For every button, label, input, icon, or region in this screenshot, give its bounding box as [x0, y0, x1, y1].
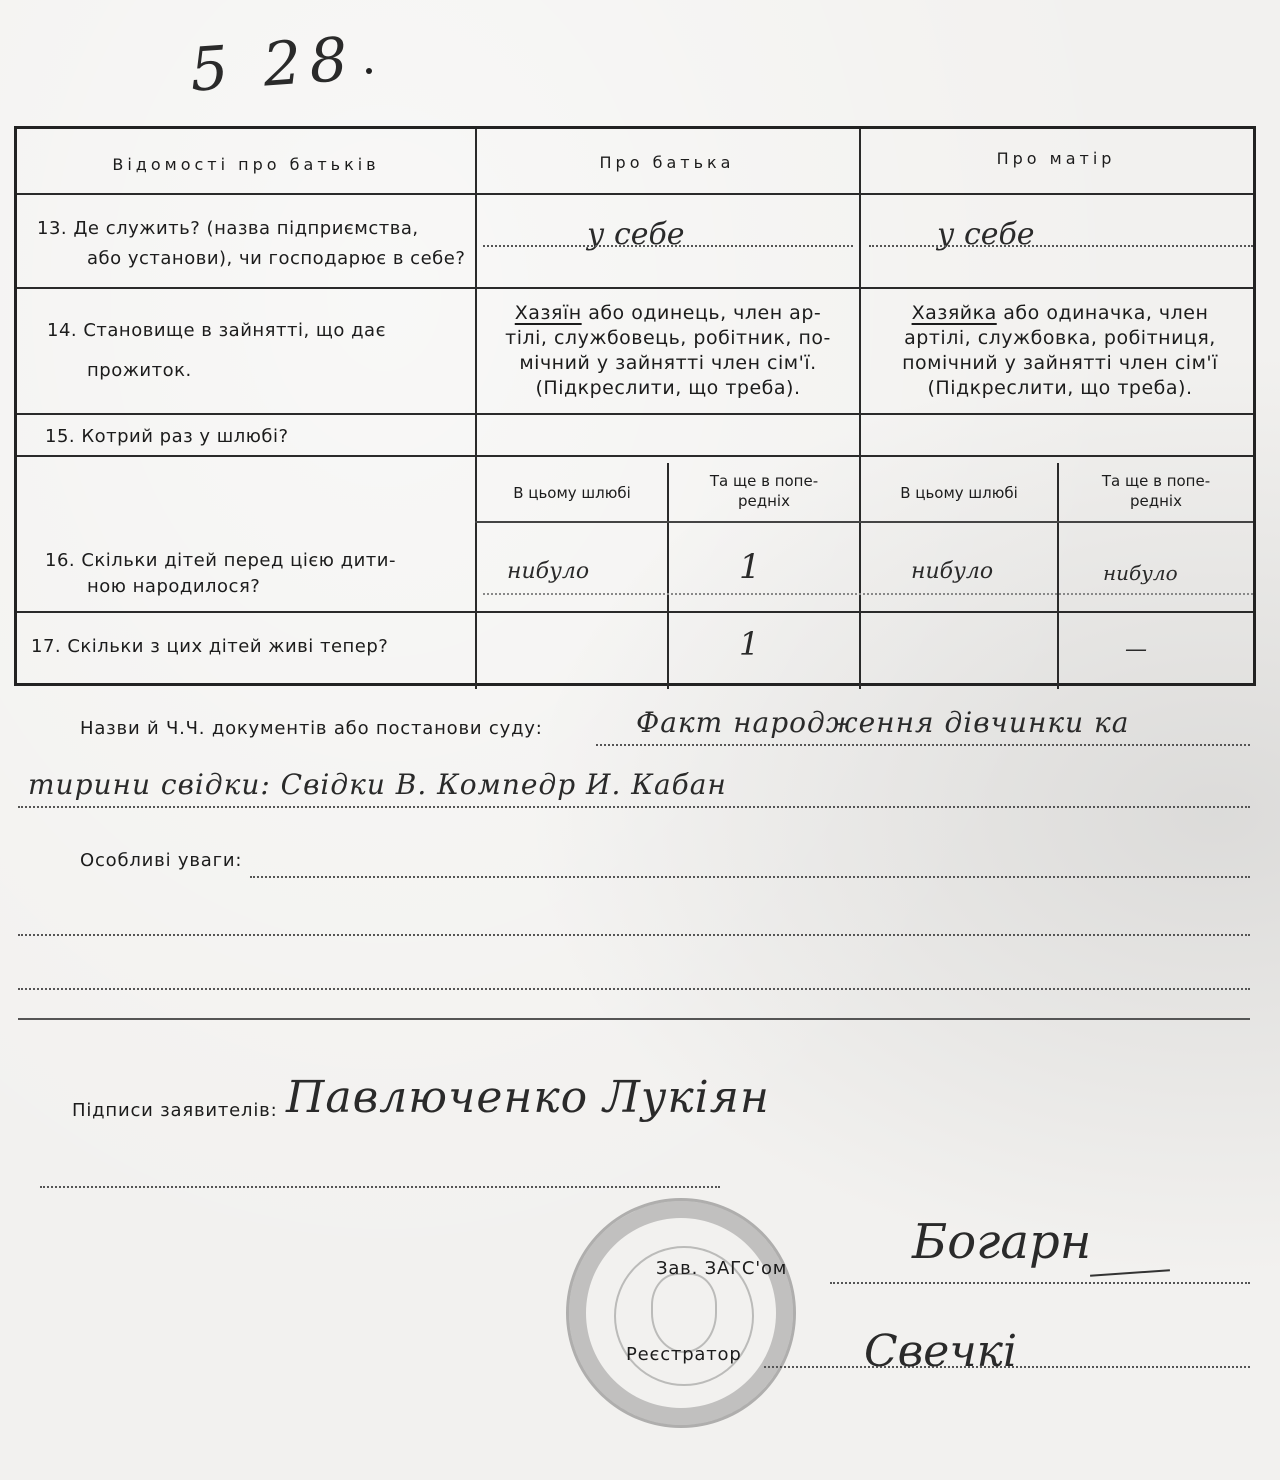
documents-dotline-2: [18, 806, 1250, 808]
row16-mother-prev: нибуло: [1103, 561, 1178, 585]
row14-father-line1-rest: або одинець, член ар-: [581, 302, 822, 324]
row-divider-16: [17, 611, 1253, 613]
row16-father-this: нибуло: [507, 559, 590, 584]
signatures-dotline: [40, 1186, 720, 1188]
row14-father-line1: [483, 301, 853, 326]
father-sub-previous-line1: Та ще в попе-: [709, 472, 819, 490]
row14-mother-underlined: Хазяйка: [911, 302, 997, 324]
official-stamp: [566, 1198, 796, 1428]
row15-question: 15. Котрий раз у шлюбі?: [45, 426, 289, 447]
page-number: 5 28: [187, 24, 358, 106]
row14-father-underlined: Хазяїн: [514, 302, 582, 324]
documents-value-line1: Факт народження дівчинки ка: [636, 706, 1130, 739]
row14-father-line2: тілі, службовець, робітник, по-: [505, 327, 831, 349]
column-divider-2: [859, 129, 861, 689]
row14-father-line3: мічний у зайнятті член сім'ї.: [519, 352, 817, 374]
row14-father-line4: (Підкреслити, що треба).: [535, 377, 801, 399]
father-sub-previous-line2: редніх: [738, 492, 790, 510]
row14-question-line2: прожиток.: [87, 360, 192, 381]
applicant-signature: Павлюченко Лукіян: [286, 1072, 770, 1123]
header-father: Про батька: [599, 153, 735, 172]
mother-sub-this-marriage: В цьому шлюбі: [900, 484, 1018, 502]
row-divider-header: [17, 193, 1253, 195]
row16-father-prev: 1: [739, 547, 761, 587]
row14-mother-options: [871, 301, 1249, 401]
documents-dotline-1: [596, 744, 1250, 746]
row13-question-line2: або установи), чи господарює в себе?: [87, 248, 466, 269]
row13-question-line1: 13. Де служить? (назва підприємства,: [37, 218, 419, 239]
registrar-signature: Свечкі: [864, 1326, 1018, 1377]
row14-question-line1: 14. Становище в зайнятті, що дає: [47, 320, 386, 341]
signatures-label: Підписи заявителів:: [72, 1100, 278, 1121]
row14-mother-line2: артілі, службовка, робітниця,: [904, 327, 1216, 349]
row13-mother-dotline: [869, 245, 1253, 247]
row14-mother-line3: помічний у зайнятті член сім'ї: [902, 352, 1218, 374]
row-divider-13: [17, 287, 1253, 289]
row14-father-options: [483, 301, 853, 401]
documents-value-line2: тирини свідки: Свідки В. Компедр И. Кабан: [28, 768, 727, 801]
row13-mother-answer: у себе: [937, 217, 1035, 252]
head-label: Зав. ЗАГС'ом: [656, 1258, 788, 1279]
notes-rule: [18, 1018, 1250, 1020]
row16-mother-this: нибуло: [911, 559, 994, 584]
header-info: Відомості про батьків: [112, 155, 380, 174]
notes-dotline-3: [18, 988, 1250, 990]
subheader-divider: [475, 521, 1253, 523]
page-number-dot: [366, 68, 372, 74]
registrar-label: Реєстратор: [626, 1344, 742, 1365]
stamp-emblem: [651, 1273, 717, 1353]
head-signature: Богарн: [912, 1214, 1092, 1270]
notes-dotline-1: [250, 876, 1250, 878]
notes-label: Особливі уваги:: [80, 850, 243, 871]
row14-mother-line1: [871, 301, 1249, 326]
notes-dotline-2: [18, 934, 1250, 936]
row17-question: 17. Скільки з цих дітей живі тепер?: [31, 636, 389, 657]
row14-mother-line1-rest: або одиначка, член: [996, 302, 1209, 324]
row16-question-line1: 16. Скільки дітей перед цією дити-: [45, 550, 396, 571]
row13-father-answer: у себе: [587, 217, 685, 252]
header-mother: Про матір: [996, 149, 1116, 168]
head-dotline: [830, 1282, 1250, 1284]
father-sub-this-marriage: В цьому шлюбі: [513, 484, 631, 502]
row13-father-dotline: [483, 245, 853, 247]
row14-mother-line4: (Підкреслити, що треба).: [927, 377, 1193, 399]
row17-mother-prev: —: [1125, 637, 1147, 662]
documents-label: Назви й Ч.Ч. документів або постанови суду:: [80, 718, 543, 739]
father-sub-previous: [669, 471, 859, 511]
parents-info-table: [14, 126, 1256, 686]
row-divider-15: [17, 455, 1253, 457]
mother-sub-previous: [1059, 471, 1253, 511]
row16-dotline: [483, 593, 1253, 595]
mother-sub-previous-line2: редніх: [1130, 492, 1182, 510]
row17-father-prev: 1: [739, 625, 760, 663]
column-divider-1: [475, 129, 477, 689]
row16-question-line2: ною народилося?: [87, 576, 261, 597]
mother-sub-previous-line1: Та ще в попе-: [1101, 472, 1211, 490]
row-divider-14: [17, 413, 1253, 415]
